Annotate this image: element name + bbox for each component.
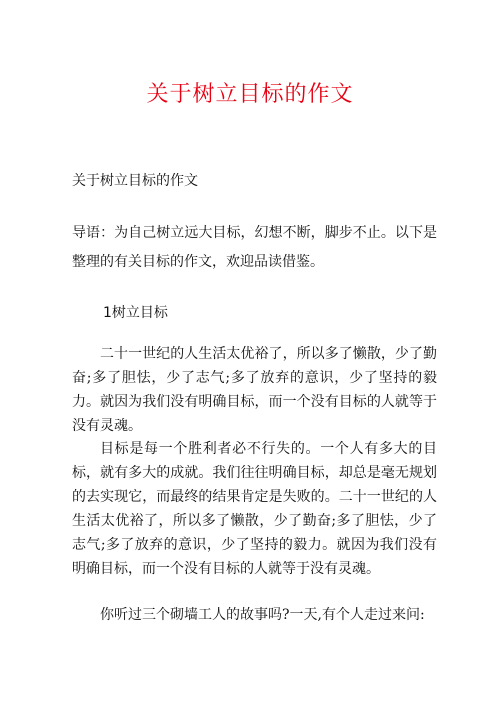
- body-paragraph-1: 二十一世纪的人生活太优裕了，所以多了懒散，少了勤奋;多了胆怯，少了志气;多了放弃的意识，少了坚持的毅力。就因为我们没有明确目标，而一个没有目标的人就等于没有灵魂。: [72, 346, 437, 434]
- document-title: 关于树立目标的作文: [146, 82, 354, 107]
- body-paragraph-2: 目标是每一个胜利者必不行失的。一个人有多大的目标，就有多大的成就。我们往往明确目标，却总是毫无规划的去实现它，而最终的结果肯定是失败的。二十一世纪的人生活太优裕了，所以多了懒散，少了勤奋;多了胆怯，少了志气;多了放弃的意识，少了坚持的毅力。就因为我们没有明确目标，而一个没有目标的人就等于没有灵魂。: [72, 441, 437, 577]
- document-subtitle: 关于树立目标的作文: [72, 173, 198, 189]
- body-paragraph-3: 你听过三个砌墙工人的故事吗?一天,有个人走过来问:: [100, 607, 425, 623]
- body-paragraph-1-container: [72, 342, 437, 438]
- intro-paragraph: 导语：为自己树立远大目标，幻想不断，脚步不止。以下是整理的有关目标的作文，欢迎品读借鉴。: [72, 225, 437, 270]
- section-heading: 1树立目标: [103, 305, 168, 321]
- body-paragraph-3-container: [72, 603, 437, 627]
- body-paragraph-2-container: [72, 437, 437, 581]
